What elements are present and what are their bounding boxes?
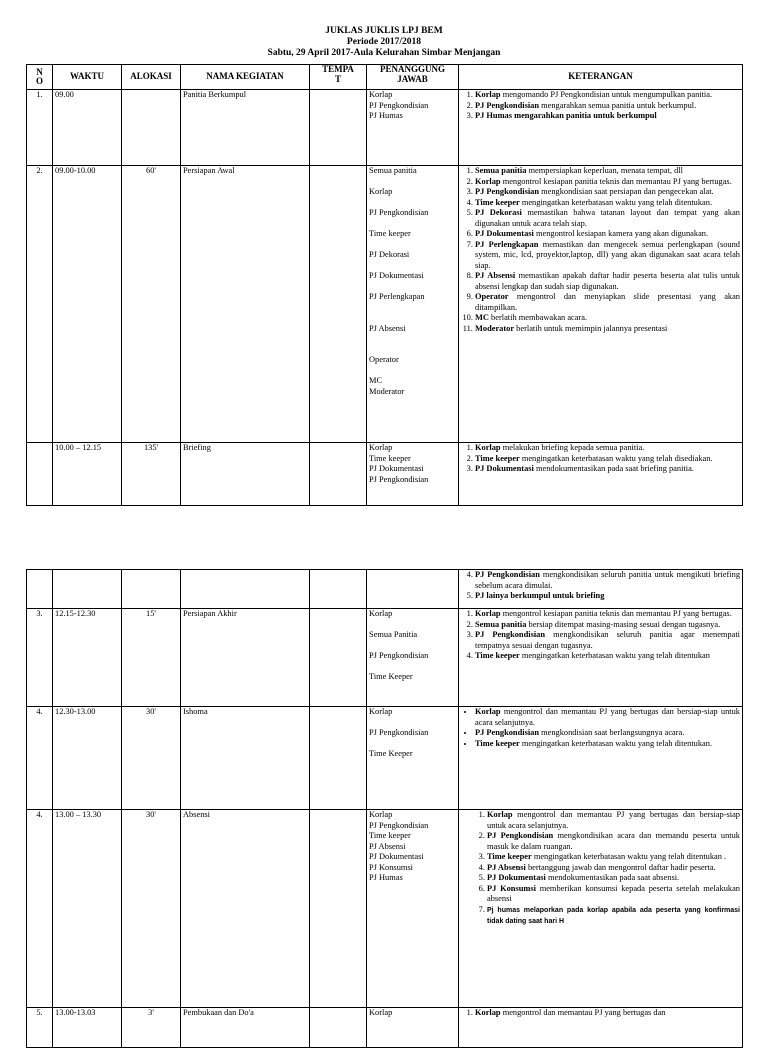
note-item [475, 229, 740, 240]
note-role: MC [475, 313, 489, 322]
table-row [27, 443, 743, 506]
cell-nama-kegiatan: Briefing [181, 443, 310, 506]
notes-list [461, 609, 740, 662]
table-row [27, 707, 743, 810]
note-role: Korlap [475, 90, 501, 99]
note-item [475, 271, 740, 292]
note-text: melakukan briefing kepada semua panitia. [500, 443, 645, 452]
note-item [487, 884, 740, 905]
cell-alokasi: 60' [122, 166, 181, 443]
cell-penanggung-jawab: Semua panitia Korlap PJ Pengkondisian Time keeper PJ Dekorasi PJ Dokumentasi PJ Perlengkapan PJ Absensi Operator MC Moderator [367, 166, 459, 443]
note-item [475, 240, 740, 272]
cell-alokasi: 15' [122, 609, 181, 707]
cell-alokasi: 30' [122, 707, 181, 810]
note-role: Operator [475, 292, 509, 301]
note-role: PJ Pengkondisian [475, 630, 546, 639]
cell-waktu: 13.00 – 13.30 [53, 810, 122, 1008]
col-header-no: N O [27, 65, 53, 90]
note-item [475, 454, 740, 465]
note-item [487, 863, 740, 874]
note-item [475, 101, 740, 112]
schedule-table-2 [26, 569, 743, 1048]
cell-tempat [310, 570, 367, 609]
note-role: Semua panitia [475, 619, 527, 629]
cell-waktu: 13.00-13.03 [53, 1008, 122, 1048]
notes-list [461, 90, 740, 122]
note-role: Semua panitia [475, 166, 527, 175]
cell-keterangan [459, 707, 743, 810]
note-text: berlatih membawakan acara. [488, 313, 588, 322]
note-item [475, 166, 740, 177]
cell-waktu: 09.00 [53, 90, 122, 166]
note-text: mengontrol kesiapan panitia teknis dan memantau PJ yang bertugas. [500, 176, 732, 186]
note-role: PJ Konsumsi [487, 883, 536, 893]
cell-keterangan [459, 443, 743, 506]
document-title: JUKLAS JUKLIS LPJ BEM [325, 26, 443, 36]
cell-tempat [310, 166, 367, 443]
table-row [27, 609, 743, 707]
notes-list [461, 707, 740, 749]
note-item [487, 873, 740, 884]
col-header-waktu: WAKTU [53, 65, 122, 90]
note-text: memberikan konsumsi kepada peserta setelah melakukan absensi [487, 883, 740, 903]
note-item [475, 208, 740, 229]
note-text: mengkondisian saat berlangsungnya acara. [539, 728, 685, 737]
note-text: mengingatkan keterbatasan waktu yang telah disediakan. [519, 453, 713, 463]
table-row [27, 90, 743, 166]
cell-nama-kegiatan: Pembukaan dan Do'a [181, 1008, 310, 1048]
cell-keterangan [459, 90, 743, 166]
cell-waktu: 12.15-12.30 [53, 609, 122, 707]
note-item [475, 707, 740, 728]
cell-keterangan [459, 166, 743, 443]
cell-tempat [310, 810, 367, 1008]
note-role: PJ Pengkondisian [475, 728, 539, 737]
cell-no: 4. [27, 810, 53, 1008]
note-role: Time keeper [475, 197, 520, 207]
note-text: bersiap ditempat masing-masing sesuai dengan tugasnya. [526, 619, 721, 629]
note-text: mengkondisikan seluruh panitia untuk mengikuti briefing sebelum acara dimulai. [475, 570, 741, 590]
note-item [475, 313, 740, 324]
table-header-row [27, 65, 743, 90]
note-text: memastikan dan mengecek semua perlengkapan (sound system, mic, lcd, proyektor,laptop, dll) yang akan digunakan saat acara telah siap. [475, 239, 740, 270]
note-item [487, 831, 740, 852]
note-text: mengkondisikan seluruh panitia agar menempati tempatnya sesuai dengan tugasnya. [475, 630, 740, 650]
note-role: Korlap [475, 443, 501, 452]
notes-list [461, 810, 740, 927]
cell-no [27, 570, 53, 609]
cell-nama-kegiatan: Persiapan Akhir [181, 609, 310, 707]
note-text: memastikan bahwa tatanan layout dan tempat yang akan digunakan untuk acara telah siap. [475, 208, 740, 228]
note-role: Time keeper [487, 852, 532, 861]
cell-tempat [310, 1008, 367, 1048]
note-text: mengomando PJ Pengkondisian untuk mengumpulkan panitia. [500, 90, 713, 99]
cell-alokasi: 135' [122, 443, 181, 506]
note-item [475, 739, 740, 750]
note-item [475, 609, 740, 620]
cell-nama-kegiatan: Panitia Berkumpul [181, 90, 310, 166]
note-item [475, 443, 740, 454]
notes-list [461, 570, 740, 602]
note-role: PJ Perlengkapan [475, 239, 539, 249]
note-text: mengontrol dan memantau PJ yang bertugas dan bersiap-siap untuk acara selanjutnya. [475, 707, 740, 727]
note-item [475, 1008, 740, 1019]
cell-waktu: 09.00-10.00 [53, 166, 122, 443]
note-item [487, 905, 740, 927]
note-item [475, 198, 740, 209]
note-item [475, 177, 740, 188]
note-text: mendokumentasikan pada saat absensi. [545, 873, 680, 882]
note-role: PJ Dokumentasi [487, 873, 546, 882]
note-role: Korlap [475, 176, 501, 186]
note-role: PJ Dekorasi [475, 208, 522, 217]
note-role: Korlap [475, 1008, 501, 1017]
cell-keterangan [459, 1008, 743, 1048]
cell-nama-kegiatan: Absensi [181, 810, 310, 1008]
note-role: PJ Pengkondisian [475, 187, 539, 196]
cell-waktu [53, 570, 122, 609]
col-header-tempat: TEMPA T [310, 65, 367, 90]
cell-alokasi: 3' [122, 1008, 181, 1048]
schedule-table-1 [26, 64, 743, 506]
document-date-place: Sabtu, 29 April 2017-Aula Kelurahan Simbar Menjangan [267, 48, 501, 58]
cell-no: 5. [27, 1008, 53, 1048]
note-item [475, 651, 740, 662]
document-period: Periode 2017/2018 [346, 37, 422, 47]
note-item [487, 810, 740, 831]
notes-list [461, 166, 740, 334]
cell-waktu: 10.00 – 12.15 [53, 443, 122, 506]
cell-no: 4. [27, 707, 53, 810]
note-text: Pj humas melaporkan pada korlap apabila ada peserta yang konfirmasi tidak dating saat hari H [487, 906, 740, 925]
cell-tempat [310, 90, 367, 166]
cell-no: 3. [27, 609, 53, 707]
note-role: PJ lainya berkumpul untuk briefing [475, 591, 605, 600]
note-role: Korlap [487, 810, 513, 819]
cell-keterangan [459, 810, 743, 1008]
cell-no [27, 443, 53, 506]
note-item [475, 570, 740, 591]
cell-nama-kegiatan: Ishoma [181, 707, 310, 810]
note-item [475, 620, 740, 631]
note-role: PJ Pengkondisian [487, 831, 554, 840]
cell-penanggung-jawab: Korlap PJ Pengkondisian Time keeper PJ Absensi PJ Dokumentasi PJ Konsumsi PJ Humas [367, 810, 459, 1008]
note-text: mengingatkan keterbatasan waktu yang telah ditentukan. [519, 197, 713, 207]
cell-waktu: 12.30-13.00 [53, 707, 122, 810]
notes-list [461, 1008, 740, 1019]
note-item [475, 630, 740, 651]
cell-penanggung-jawab: Korlap [367, 1008, 459, 1048]
note-role: Korlap [475, 707, 501, 716]
notes-list [461, 443, 740, 475]
note-role: PJ Humas mengarahkan panitia untuk berkumpul [475, 111, 657, 120]
note-role: Korlap [475, 609, 501, 618]
table-row [27, 166, 743, 443]
note-role: PJ Absensi [487, 862, 526, 872]
note-text: mendokumentasikan pada saat briefing panitia. [533, 464, 694, 473]
note-item [475, 728, 740, 739]
cell-no: 1. [27, 90, 53, 166]
table-row [27, 810, 743, 1008]
note-text: mempersiapkan keperluan, menata tempat, dll [526, 166, 683, 175]
cell-alokasi: 30' [122, 810, 181, 1008]
note-item [475, 324, 740, 335]
note-text: mengontrol kesiapan kamera yang akan digunakan. [533, 229, 709, 238]
note-role: Moderator [475, 323, 515, 333]
note-text: mengkondisian saat persiapan dan pengecekan alat. [539, 187, 714, 196]
cell-alokasi [122, 570, 181, 609]
note-role: Time keeper [475, 453, 520, 463]
cell-keterangan [459, 609, 743, 707]
cell-penanggung-jawab: Korlap Semua Panitia PJ Pengkondisian Time Keeper [367, 609, 459, 707]
note-role: PJ Pengkondisian [475, 100, 539, 110]
note-role: PJ Dokumentasi [475, 229, 534, 238]
note-item [475, 111, 740, 122]
cell-penanggung-jawab: Korlap Time keeper PJ Dokumentasi PJ Pengkondisian [367, 443, 459, 506]
cell-tempat [310, 707, 367, 810]
note-item [475, 292, 740, 313]
note-item [475, 90, 740, 101]
cell-keterangan [459, 570, 743, 609]
note-role: PJ Dokumentasi [475, 464, 534, 473]
col-header-nama-kegiatan: NAMA KEGIATAN [181, 65, 310, 90]
note-item [475, 187, 740, 198]
note-text: mengontrol dan memantau PJ yang bertugas dan bersiap-siap untuk acara selanjutnya. [487, 810, 740, 830]
note-role: PJ Absensi [475, 271, 516, 280]
note-text: mengontrol dan memantau PJ yang bertugas dan [500, 1008, 666, 1017]
table-row [27, 1008, 743, 1048]
note-text: mengontrol kesiapan panitia teknis dan memantau PJ yang bertugas. [500, 609, 732, 618]
note-text: memastikan apakah daftar hadir peserta beserta alat tulis untuk absensi lengkap dan sudah siap digunakan. [475, 271, 740, 291]
col-header-alokasi: ALOKASI [122, 65, 181, 90]
note-role: Time keeper [475, 651, 520, 660]
cell-nama-kegiatan [181, 570, 310, 609]
cell-no: 2. [27, 166, 53, 443]
note-text: mengarahkan semua panitia untuk berkumpul. [539, 100, 697, 110]
note-text: berlatih untuk memimpin jalannya presentasi [514, 323, 668, 333]
note-text: mengingatkan keterbatasan waktu yang telah ditentukan [519, 651, 710, 660]
note-text: mengingatkan keterbatasan waktu yang telah ditentukan . [531, 852, 727, 861]
cell-penanggung-jawab [367, 570, 459, 609]
cell-nama-kegiatan: Persiapan Awal [181, 166, 310, 443]
table-row [27, 570, 743, 609]
cell-tempat [310, 443, 367, 506]
col-header-keterangan: KETERANGAN [459, 65, 743, 90]
note-item [487, 852, 740, 863]
note-role: PJ Pengkondisian [475, 570, 540, 579]
note-text: mengingatkan keterbatasan waktu yang telah ditentukan. [519, 738, 713, 748]
cell-alokasi [122, 90, 181, 166]
cell-tempat [310, 609, 367, 707]
cell-penanggung-jawab: Korlap PJ Pengkondisian Time Keeper [367, 707, 459, 810]
note-item [475, 591, 740, 602]
note-text: bertanggung jawab dan mengontrol daftar hadir peserta. [525, 862, 716, 872]
note-item [475, 464, 740, 475]
note-role: Time keeper [475, 738, 520, 748]
cell-penanggung-jawab: Korlap PJ Pengkondisian PJ Humas [367, 90, 459, 166]
note-text: mengontrol dan menyiapkan slide presentasi yang akan ditampilkan. [475, 292, 740, 312]
note-text: mengkondisikan acara dan memandu peserta untuk masuk ke dalam ruangan. [487, 831, 740, 851]
col-header-penanggung-jawab: PENANGGUNG JAWAB [367, 65, 459, 90]
